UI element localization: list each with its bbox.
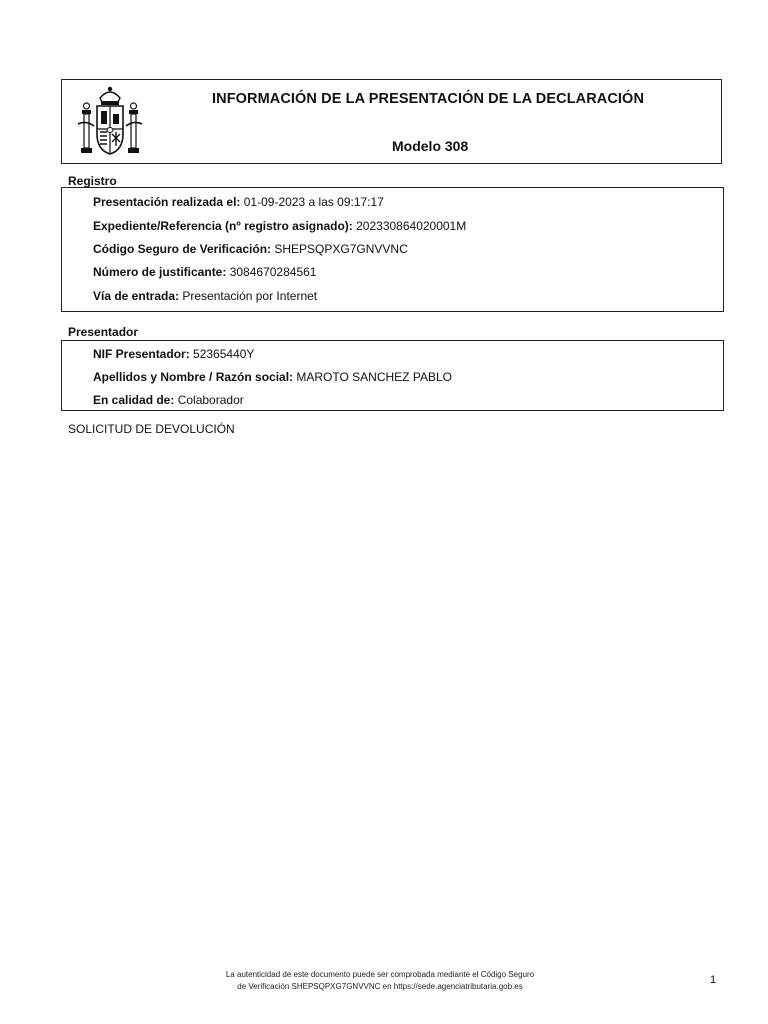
- modelo-title: Modelo 308: [392, 138, 469, 154]
- section-label-registro: Registro: [68, 174, 117, 188]
- presentador-row-nombre: Apellidos y Nombre / Razón social: MAROTO SANCHEZ PABLO: [93, 370, 452, 384]
- header-box: [61, 79, 722, 164]
- registro-row-justificante: Número de justificante: 3084670284561: [93, 265, 317, 279]
- footer-verification: [200, 969, 560, 993]
- footer-line-2: de Verificación SHEPSQPXG7GNVVNC en https://sede.agenciatributaria.gob.es: [237, 982, 523, 991]
- presentador-row-nif: NIF Presentador: 52365440Y: [93, 347, 255, 361]
- presentador-row-calidad: En calidad de: Colaborador: [93, 393, 244, 407]
- spain-coat-of-arms-icon: [74, 84, 146, 160]
- footer-line-1: La autenticidad de este documento puede ser comprobada mediante el Código Seguro: [225, 970, 535, 979]
- registro-box: [61, 187, 724, 312]
- registro-row-via: Vía de entrada: Presentación por Internet: [93, 289, 318, 303]
- registro-row-fecha: Presentación realizada el: 01-09-2023 a las 09:17:17: [93, 195, 384, 209]
- page-number: 1: [710, 974, 717, 986]
- section-label-presentador: Presentador: [68, 325, 139, 339]
- presentador-box: [61, 340, 724, 411]
- solicitud-text: SOLICITUD DE DEVOLUCIÓN: [68, 422, 235, 436]
- registro-row-csv: Código Seguro de Verificación: SHEPSQPXG7GNVVNC: [93, 242, 408, 256]
- document-title: INFORMACIÓN DE LA PRESENTACIÓN DE LA DECLARACIÓN: [212, 91, 645, 107]
- registro-row-expediente: Expediente/Referencia (nº registro asignado): 202330864020001M: [93, 219, 467, 233]
